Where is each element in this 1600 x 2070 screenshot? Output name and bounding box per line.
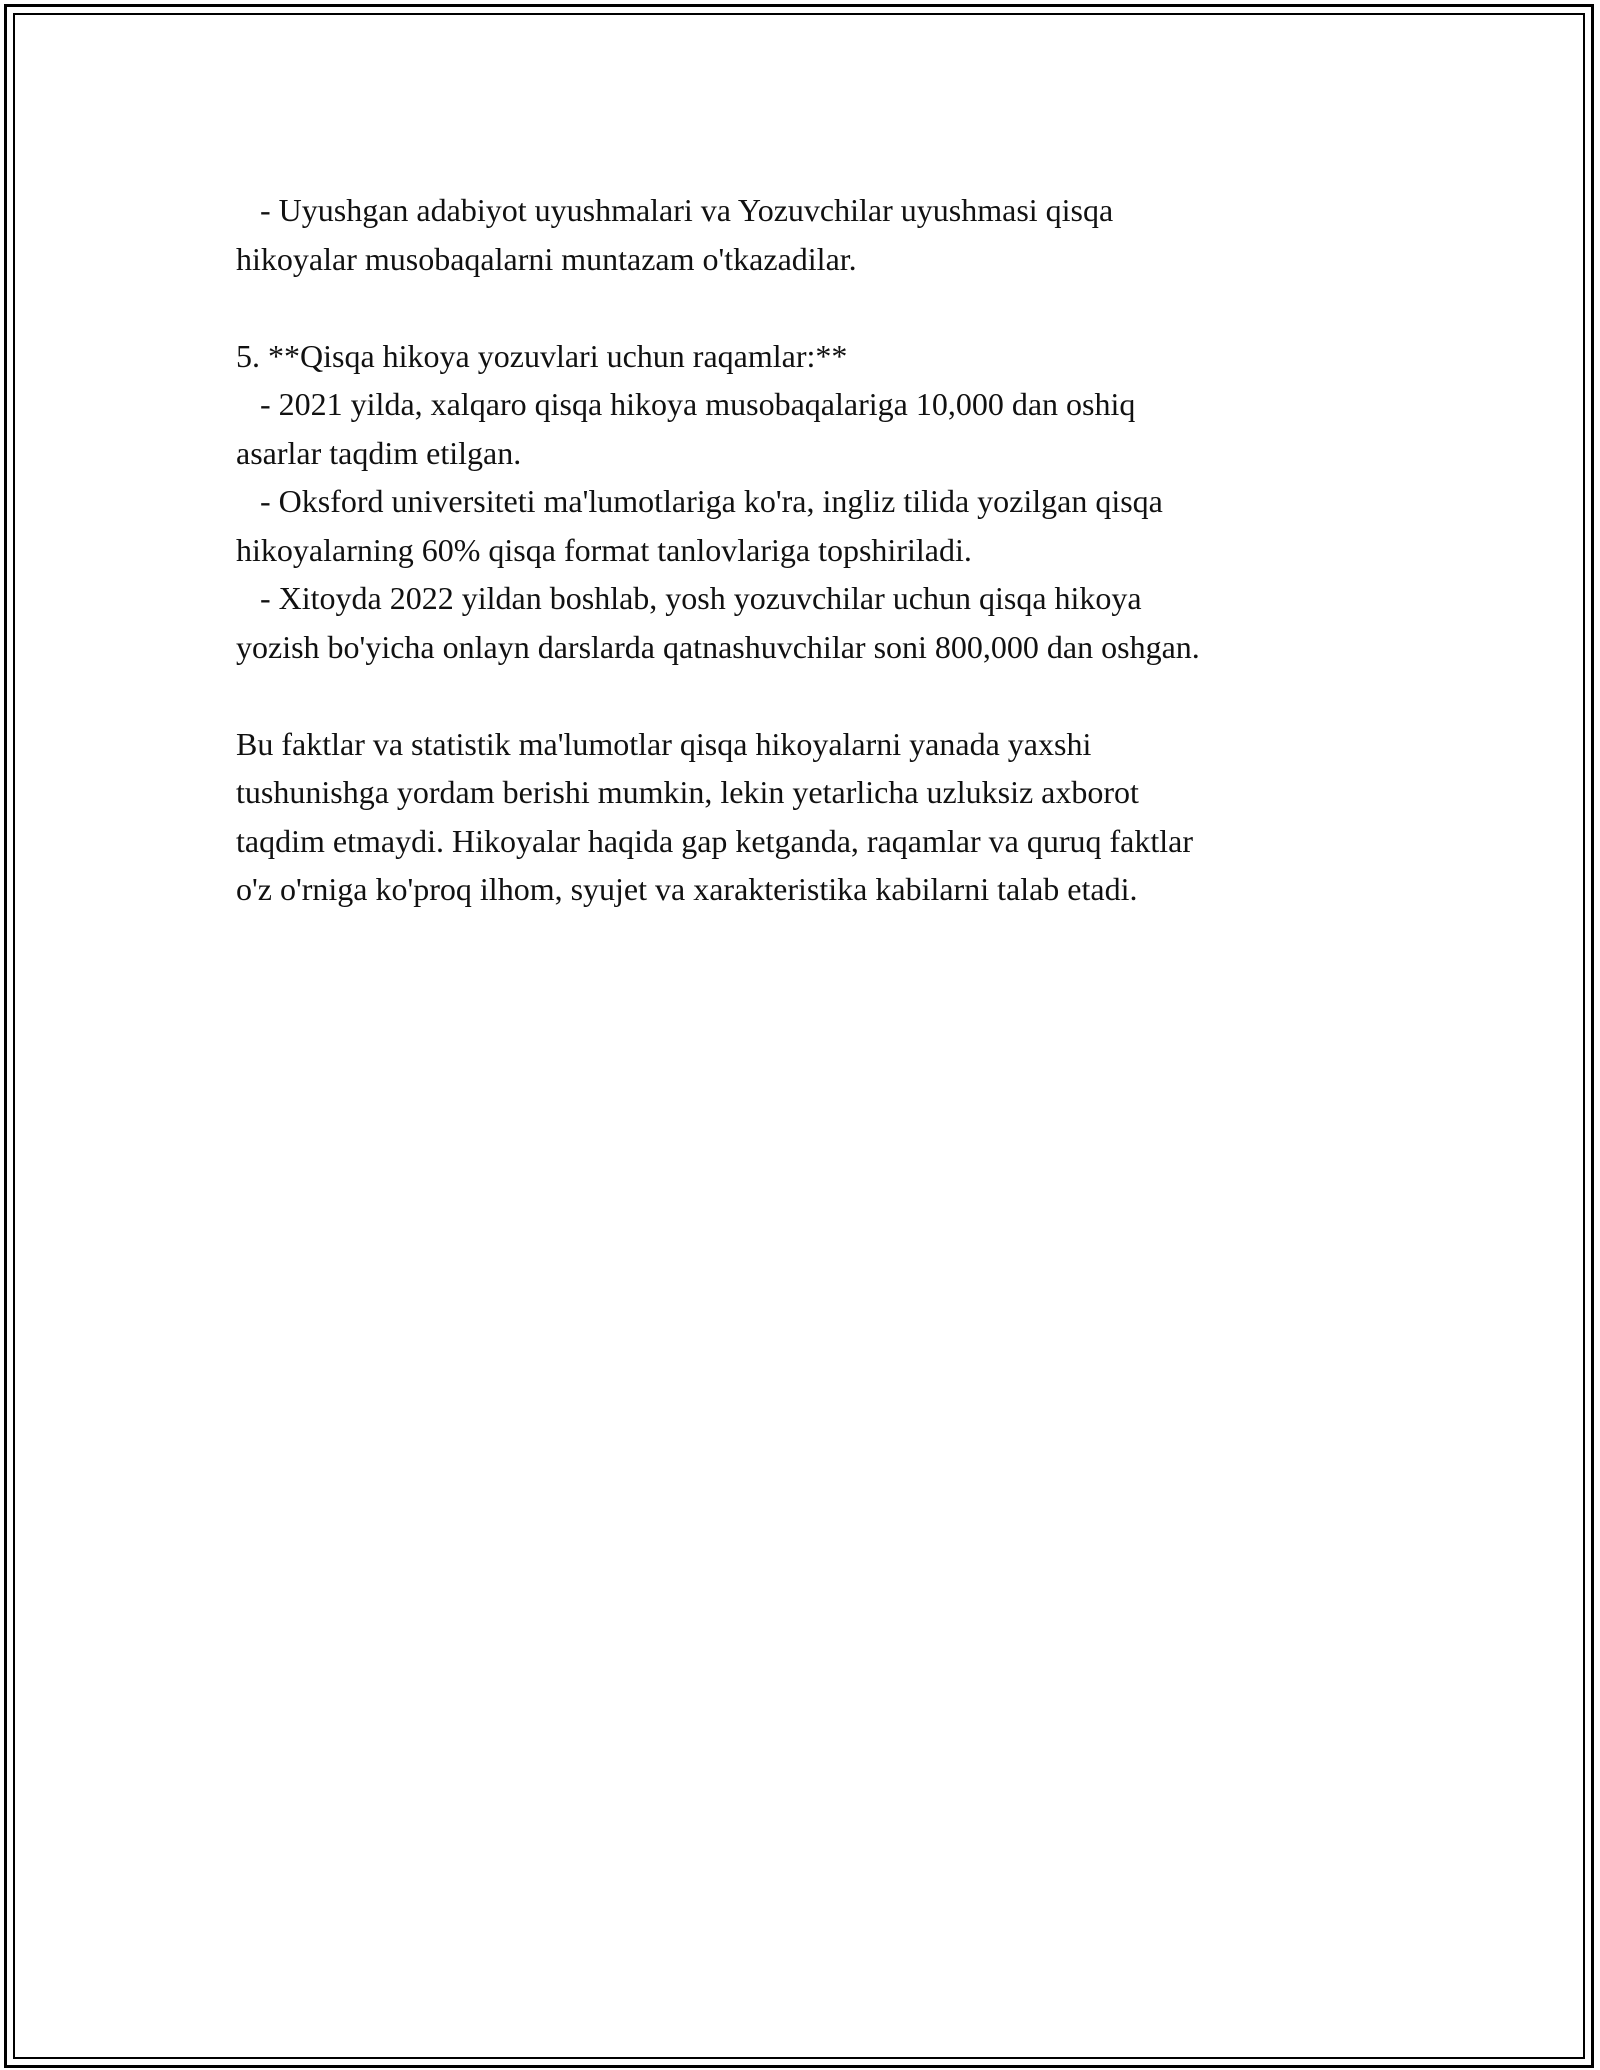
text-line: Bu faktlar va statistik ma'lumotlar qisqa hikoyalarni yanada yaxshi: [236, 725, 1092, 762]
text-line: asarlar taqdim etilgan.: [236, 434, 522, 471]
text-line: tushunishga yordam berishi mumkin, lekin yetarlicha uzluksiz axborot: [236, 774, 1139, 810]
list-item-oxford-data: [236, 477, 1376, 574]
text-line: - 2021 yilda, xalqaro qisqa hikoya musobaqalariga 10,000 dan oshiq: [236, 386, 1136, 422]
document-body: [236, 186, 1376, 914]
text-line: - Oksford universiteti ma'lumotlariga ko'ra, ingliz tilida yozilgan qisqa: [236, 483, 1163, 519]
paragraph-spacer: [236, 283, 1376, 332]
text-line: yozish bo'yicha onlayn darslarda qatnashuvchilar soni 800,000 dan oshgan.: [236, 628, 1200, 665]
list-item-2021-submissions: [236, 380, 1376, 477]
conclusion-paragraph: [236, 720, 1376, 914]
text-line: taqdim etmaydi. Hikoyalar haqida gap ketganda, raqamlar va quruq faktlar: [236, 822, 1193, 859]
paragraph-spacer: [236, 671, 1376, 720]
list-item-writers-unions: [236, 186, 1376, 283]
section-heading: 5. **Qisqa hikoya yozuvlari uchun raqamlar:**: [236, 337, 848, 374]
section-5: [236, 332, 1376, 672]
list-item-china-courses: [236, 574, 1376, 671]
text-line: hikoyalarning 60% qisqa format tanlovlariga topshiriladi.: [236, 531, 972, 568]
text-line: hikoyalar musobaqalarni muntazam o'tkazadilar.: [236, 240, 857, 277]
text-line: - Uyushgan adabiyot uyushmalari va Yozuvchilar uyushmasi qisqa: [236, 192, 1114, 228]
text-line: - Xitoyda 2022 yildan boshlab, yosh yozuvchilar uchun qisqa hikoya: [236, 580, 1142, 616]
text-line: o'z o'rniga ko'proq ilhom, syujet va xarakteristika kabilarni talab etadi.: [236, 871, 1138, 907]
